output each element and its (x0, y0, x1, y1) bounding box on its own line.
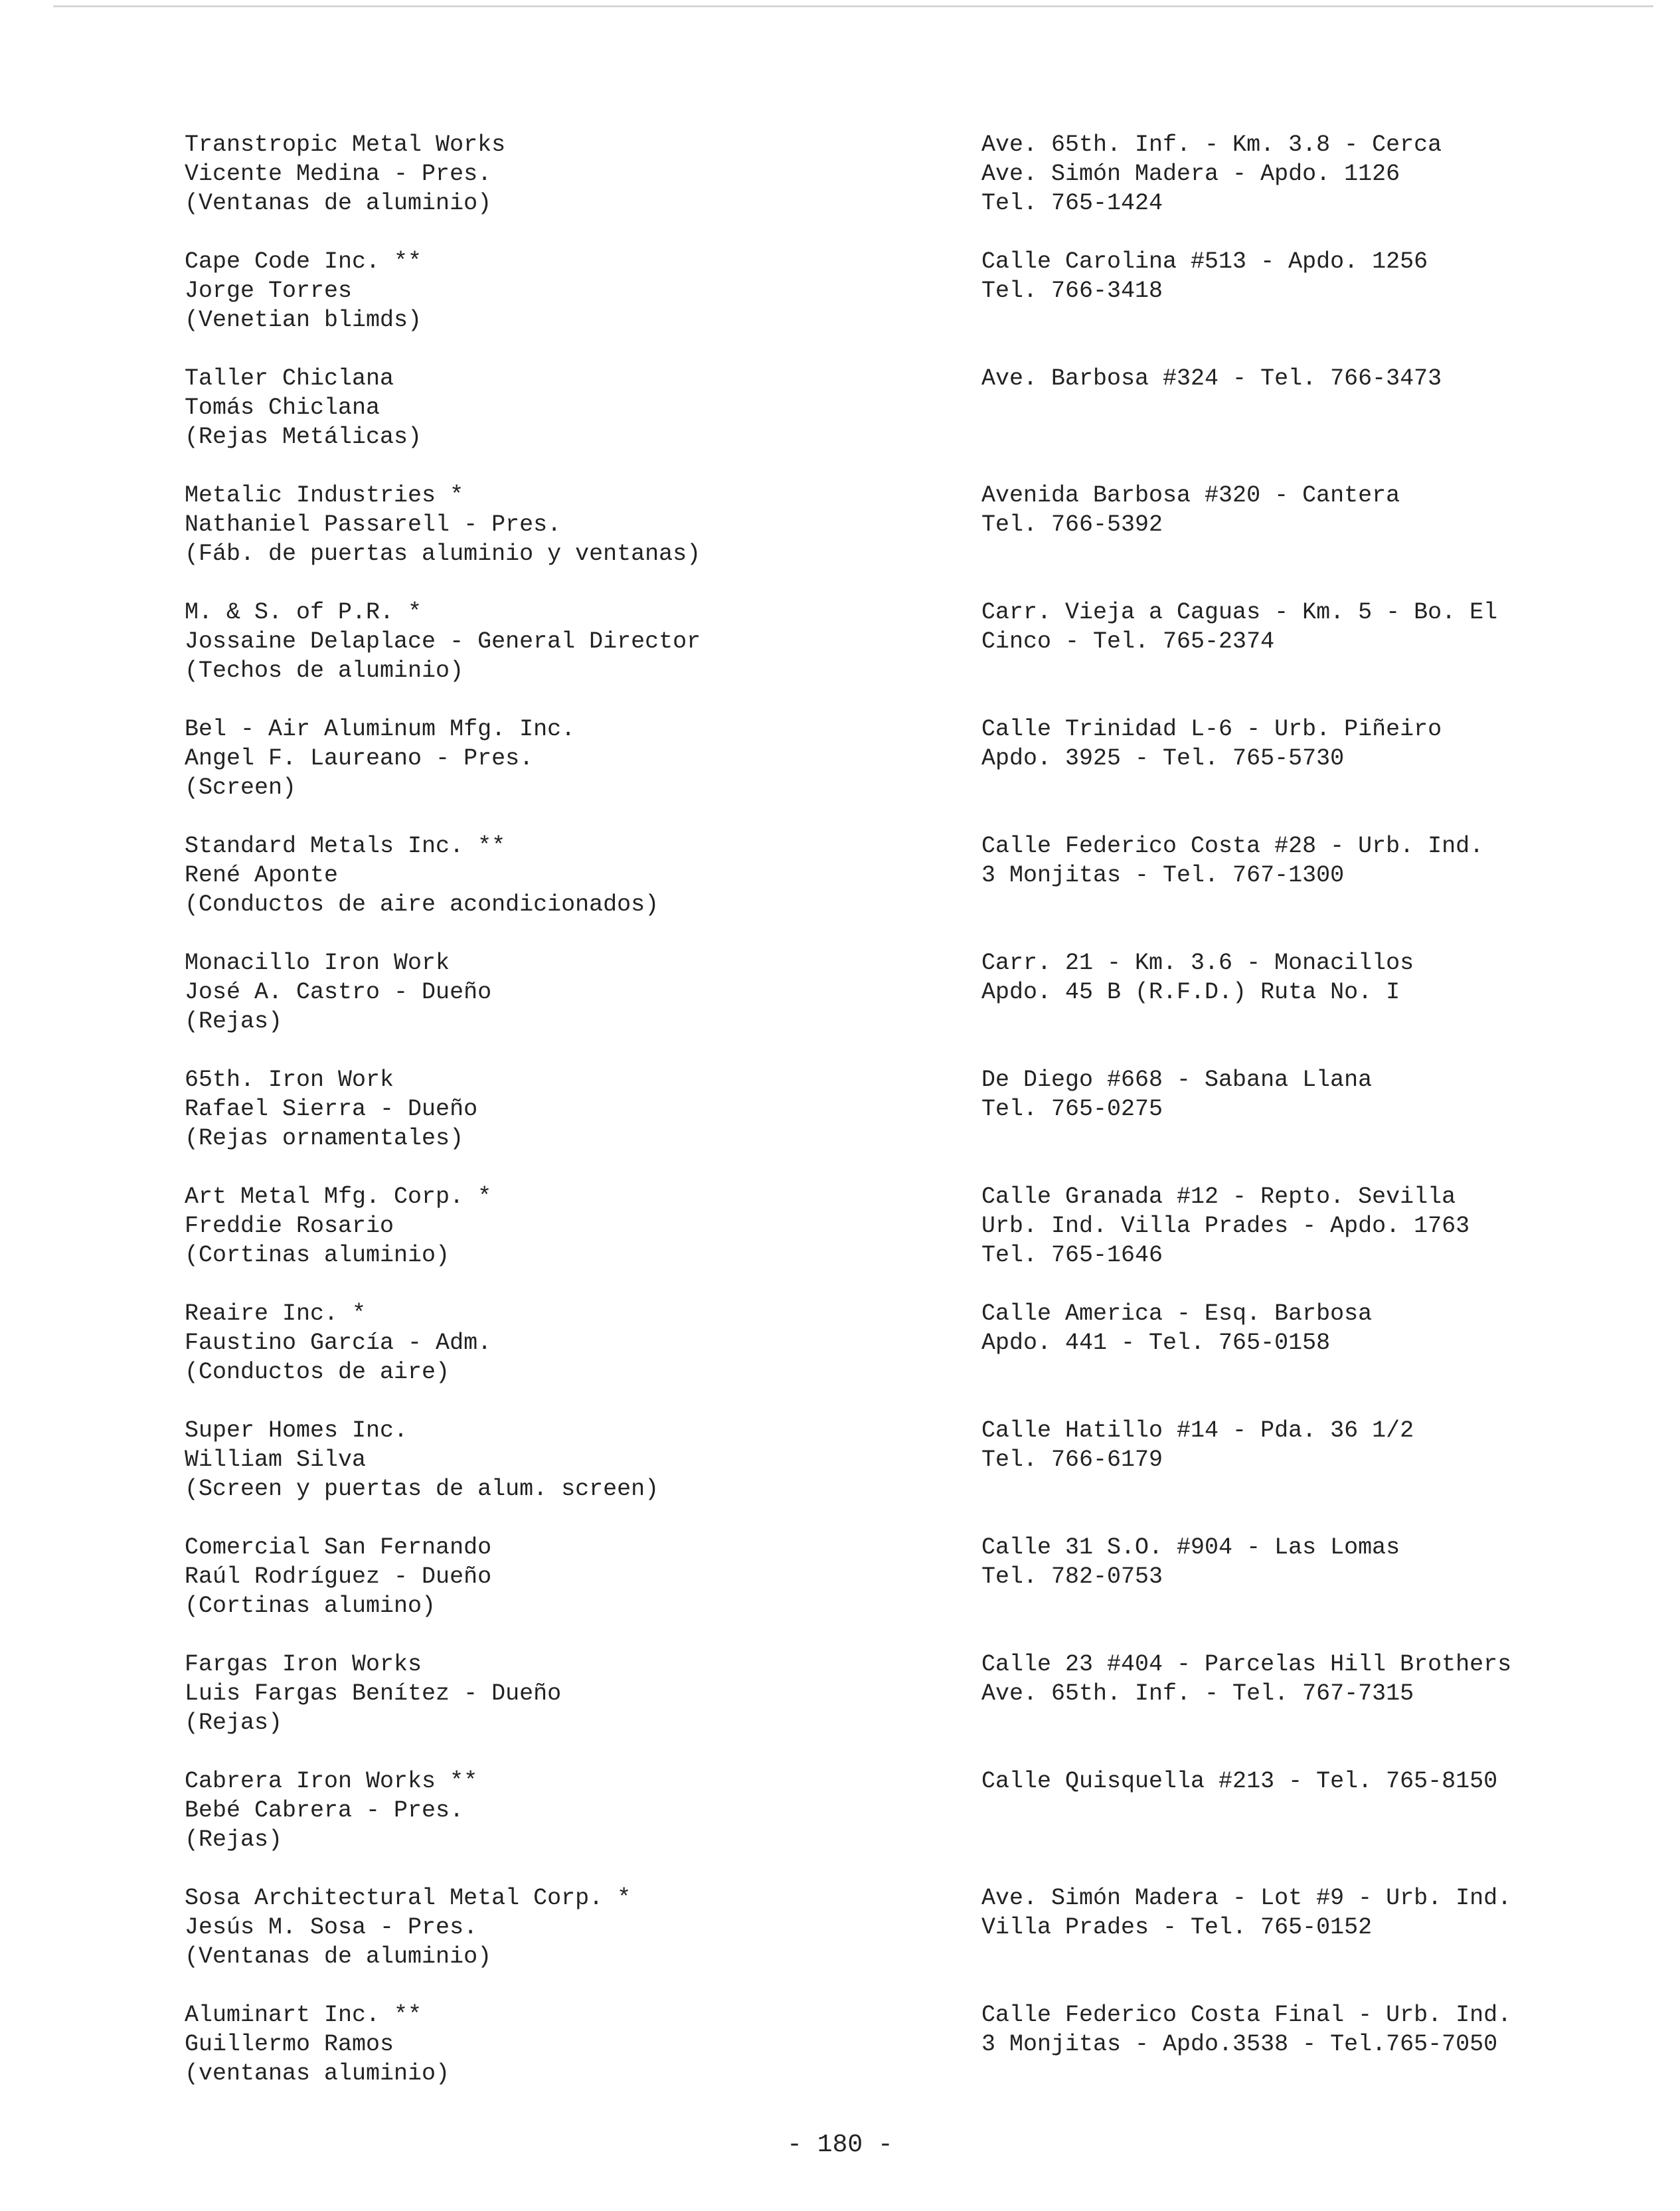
contact-person: Jesús M. Sosa - Pres. (185, 1914, 478, 1941)
company-info (185, 598, 981, 715)
company-address (981, 1767, 1539, 1884)
product-description: (Rejas Metálicas) (185, 424, 422, 450)
product-description: (Screen) (185, 774, 297, 801)
company-info (185, 715, 981, 832)
company-info (185, 130, 981, 247)
address-line: De Diego #668 - Sabana Llana (981, 1067, 1373, 1093)
company-name: Taller Chiclana (185, 365, 394, 392)
company-info (185, 1065, 981, 1182)
scan-top-edge (53, 5, 1653, 7)
address-line: Villa Prades - Tel. 765-0152 (981, 1914, 1373, 1941)
company-info (185, 1533, 981, 1650)
company-info (185, 1416, 981, 1533)
company-address (981, 948, 1539, 1065)
contact-person: Tomás Chiclana (185, 395, 380, 421)
contact-person: Nathaniel Passarell - Pres. (185, 511, 562, 538)
contact-person: Jossaine Delaplace - General Director (185, 628, 701, 655)
address-line: Calle Hatillo #14 - Pda. 36 1/2 (981, 1417, 1414, 1444)
company-address (981, 1533, 1539, 1650)
address-line: Calle Federico Costa Final - Urb. Ind. (981, 2002, 1512, 2028)
contact-person: Guillermo Ramos (185, 2031, 394, 2058)
product-description: (Rejas) (185, 1008, 283, 1035)
address-line: 3 Monjitas - Apdo.3538 - Tel.765-7050 (981, 2031, 1498, 2058)
page-number: - 180 - (787, 2131, 893, 2159)
address-line: Tel. 766-3418 (981, 278, 1163, 304)
address-line: Tel. 766-6179 (981, 1447, 1163, 1473)
product-description: (Venetian blimds) (185, 307, 422, 333)
company-info (185, 1299, 981, 1416)
product-description: (Fáb. de puertas aluminio y ventanas) (185, 541, 701, 567)
company-address (981, 364, 1539, 481)
company-name: Cape Code Inc. ** (185, 248, 422, 275)
company-info (185, 481, 981, 598)
company-name: Comercial San Fernando (185, 1534, 492, 1561)
address-line: Calle Federico Costa #28 - Urb. Ind. (981, 833, 1484, 859)
address-line: Ave. Simón Madera - Apdo. 1126 (981, 161, 1400, 187)
address-line: Carr. 21 - Km. 3.6 - Monacillos (981, 950, 1414, 976)
directory-entry (185, 948, 1539, 1065)
contact-person: Raúl Rodríguez - Dueño (185, 1563, 492, 1590)
address-line: Cinco - Tel. 765-2374 (981, 628, 1275, 655)
address-line: Tel. 765-0275 (981, 1096, 1163, 1122)
address-line: Calle Trinidad L-6 - Urb. Piñeiro (981, 716, 1442, 743)
address-line: Ave. 65th. Inf. - Km. 3.8 - Cerca (981, 132, 1442, 158)
product-description: (Rejas) (185, 1826, 283, 1853)
contact-person: Freddie Rosario (185, 1213, 394, 1239)
product-description: (Cortinas aluminio) (185, 1242, 450, 1269)
directory-entry (185, 1533, 1539, 1650)
company-address (981, 247, 1539, 364)
directory-entry (185, 1767, 1539, 1884)
directory-entry (185, 1884, 1539, 2000)
contact-person: Angel F. Laureano - Pres. (185, 745, 534, 772)
address-line: Avenida Barbosa #320 - Cantera (981, 482, 1400, 509)
company-name: Transtropic Metal Works (185, 132, 506, 158)
company-info (185, 2000, 981, 2117)
address-line: Tel. 766-5392 (981, 511, 1163, 538)
company-directory (185, 130, 1539, 2117)
company-name: Art Metal Mfg. Corp. * (185, 1184, 492, 1210)
company-info (185, 1884, 981, 2000)
company-address (981, 1299, 1539, 1416)
company-name: Monacillo Iron Work (185, 950, 450, 976)
contact-person: Luis Fargas Benítez - Dueño (185, 1680, 562, 1707)
address-line: Calle America - Esq. Barbosa (981, 1300, 1373, 1327)
company-name: Cabrera Iron Works ** (185, 1768, 478, 1795)
directory-entry (185, 1650, 1539, 1767)
directory-entry (185, 1065, 1539, 1182)
address-line: Tel. 765-1424 (981, 190, 1163, 217)
product-description: (Ventanas de aluminio) (185, 190, 492, 217)
company-name: Fargas Iron Works (185, 1651, 422, 1678)
address-line: 3 Monjitas - Tel. 767-1300 (981, 862, 1345, 889)
company-address (981, 832, 1539, 948)
company-address (981, 1650, 1539, 1767)
contact-person: Bebé Cabrera - Pres. (185, 1797, 464, 1824)
company-info (185, 1650, 981, 1767)
product-description: (Screen y puertas de alum. screen) (185, 1476, 659, 1502)
address-line: Calle 23 #404 - Parcelas Hill Brothers (981, 1651, 1512, 1678)
directory-entry (185, 1416, 1539, 1533)
company-address (981, 715, 1539, 832)
company-info (185, 1767, 981, 1884)
address-line: Ave. Barbosa #324 - Tel. 766-3473 (981, 365, 1442, 392)
company-name: Super Homes Inc. (185, 1417, 408, 1444)
address-line: Tel. 765-1646 (981, 1242, 1163, 1269)
company-address (981, 2000, 1539, 2117)
company-info (185, 1182, 981, 1299)
address-line: Apdo. 45 B (R.F.D.) Ruta No. I (981, 979, 1400, 1006)
company-name: Standard Metals Inc. ** (185, 833, 506, 859)
address-line: Calle Carolina #513 - Apdo. 1256 (981, 248, 1428, 275)
company-address (981, 598, 1539, 715)
company-name: Metalic Industries * (185, 482, 464, 509)
address-line: Calle 31 S.O. #904 - Las Lomas (981, 1534, 1400, 1561)
contact-person: José A. Castro - Dueño (185, 979, 492, 1006)
directory-entry (185, 1299, 1539, 1416)
address-line: Ave. Simón Madera - Lot #9 - Urb. Ind. (981, 1885, 1512, 1911)
address-line: Urb. Ind. Villa Prades - Apdo. 1763 (981, 1213, 1470, 1239)
directory-entry (185, 247, 1539, 364)
company-name: Sosa Architectural Metal Corp. * (185, 1885, 631, 1911)
address-line: Apdo. 3925 - Tel. 765-5730 (981, 745, 1345, 772)
directory-entry (185, 832, 1539, 948)
contact-person: Vicente Medina - Pres. (185, 161, 492, 187)
product-description: (Cortinas alumino) (185, 1593, 436, 1619)
address-line: Calle Granada #12 - Repto. Sevilla (981, 1184, 1456, 1210)
product-description: (Ventanas de aluminio) (185, 1943, 492, 1970)
contact-person: Jorge Torres (185, 278, 353, 304)
address-line: Carr. Vieja a Caguas - Km. 5 - Bo. El (981, 599, 1498, 626)
company-address (981, 1065, 1539, 1182)
address-line: Tel. 782-0753 (981, 1563, 1163, 1590)
company-name: Reaire Inc. * (185, 1300, 367, 1327)
contact-person: Rafael Sierra - Dueño (185, 1096, 478, 1122)
company-info (185, 364, 981, 481)
address-line: Apdo. 441 - Tel. 765-0158 (981, 1330, 1331, 1356)
address-line: Ave. 65th. Inf. - Tel. 767-7315 (981, 1680, 1414, 1707)
company-name: Aluminart Inc. ** (185, 2002, 422, 2028)
product-description: (Rejas) (185, 1710, 283, 1736)
company-address (981, 1884, 1539, 2000)
directory-entry (185, 481, 1539, 598)
company-name: M. & S. of P.R. * (185, 599, 422, 626)
directory-entry (185, 2000, 1539, 2117)
product-description: (Rejas ornamentales) (185, 1125, 464, 1152)
contact-person: William Silva (185, 1447, 367, 1473)
directory-entry (185, 715, 1539, 832)
company-name: 65th. Iron Work (185, 1067, 394, 1093)
company-info (185, 832, 981, 948)
directory-entry (185, 1182, 1539, 1299)
address-line: Calle Quisquella #213 - Tel. 765-8150 (981, 1768, 1498, 1795)
directory-entry (185, 598, 1539, 715)
company-address (981, 481, 1539, 598)
product-description: (ventanas aluminio) (185, 2060, 450, 2087)
contact-person: Faustino García - Adm. (185, 1330, 492, 1356)
company-name: Bel - Air Aluminum Mfg. Inc. (185, 716, 576, 743)
product-description: (Conductos de aire acondicionados) (185, 891, 659, 918)
company-info (185, 247, 981, 364)
directory-entry (185, 130, 1539, 247)
company-info (185, 948, 981, 1065)
product-description: (Techos de aluminio) (185, 658, 464, 684)
company-address (981, 1182, 1539, 1299)
product-description: (Conductos de aire) (185, 1359, 450, 1385)
contact-person: René Aponte (185, 862, 339, 889)
company-address (981, 1416, 1539, 1533)
directory-entry (185, 364, 1539, 481)
company-address (981, 130, 1539, 247)
